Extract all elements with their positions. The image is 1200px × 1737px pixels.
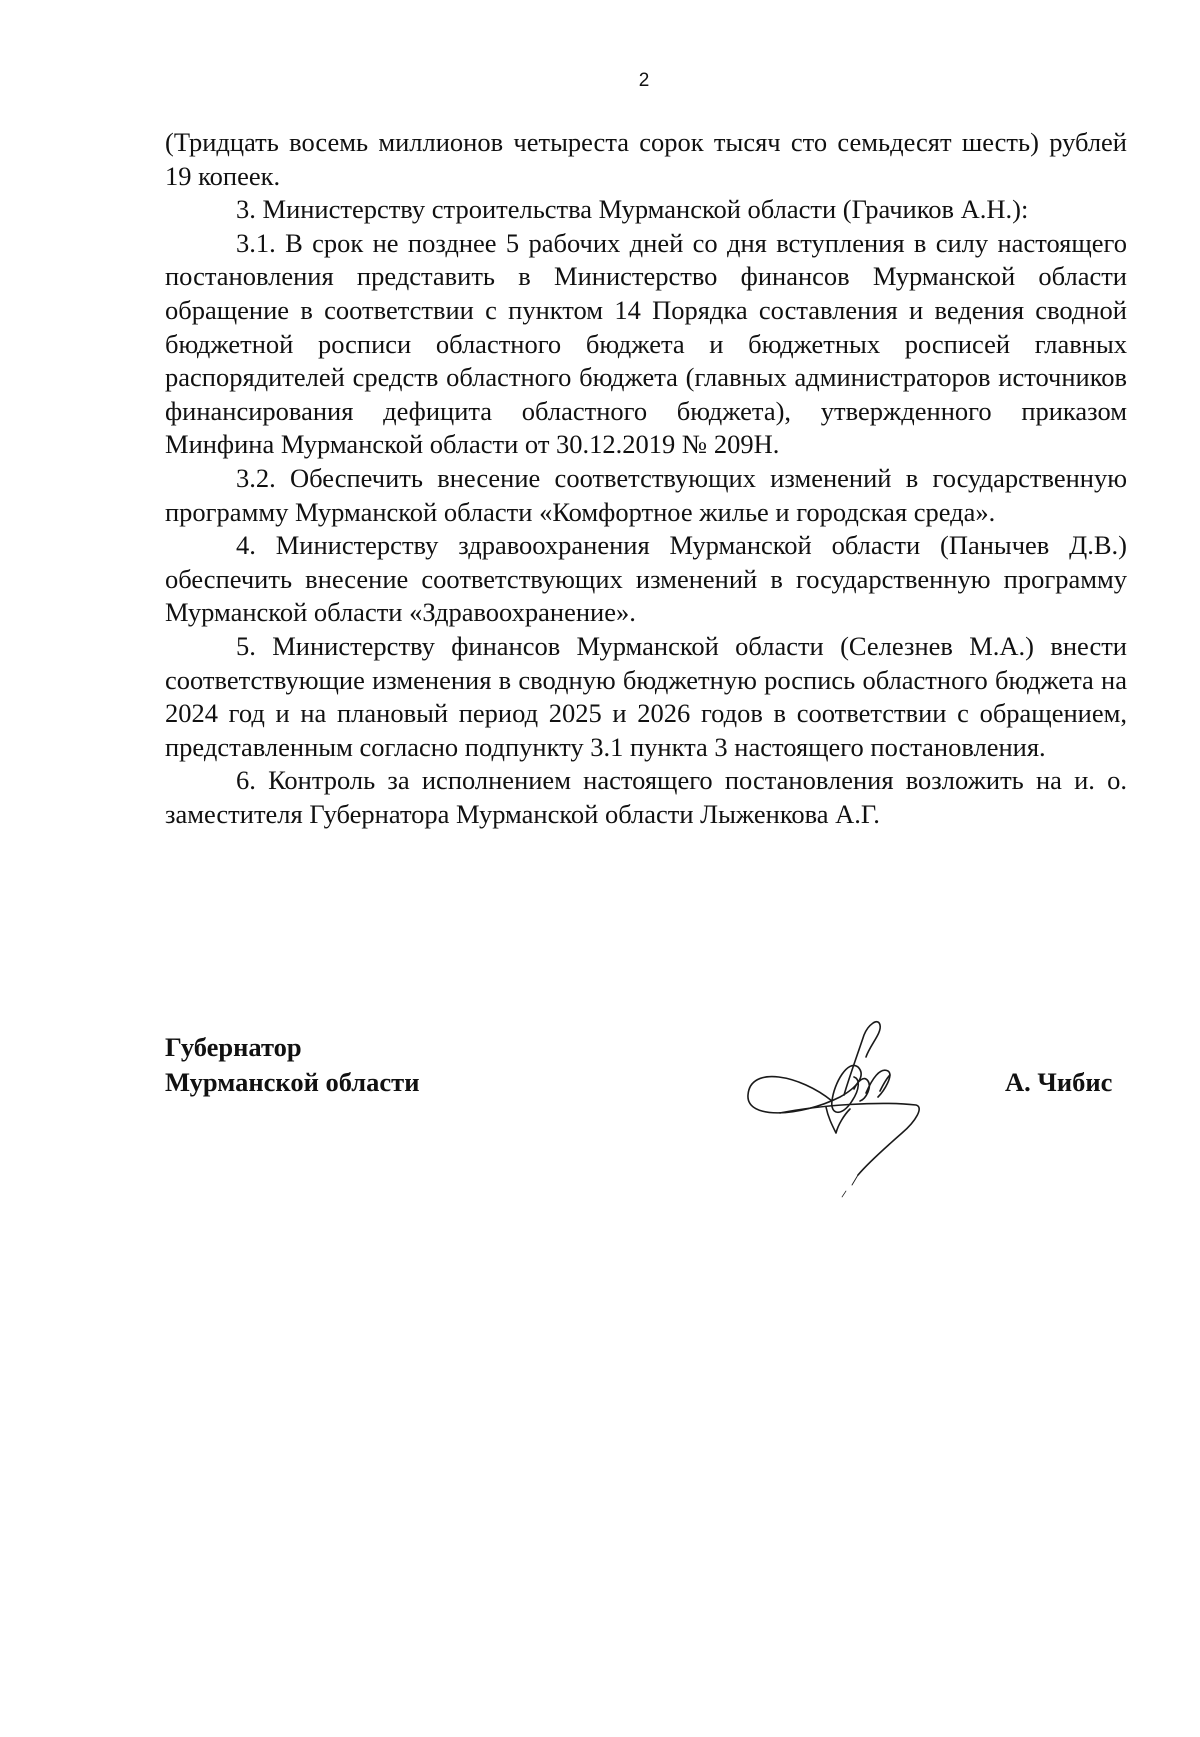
paragraph-item-3-1: 3.1. В срок не позднее 5 рабочих дней со дня вступления в силу настоящего постановления представить в Министерство финансов Мурманской области обращение в соответствии с пунктом 14 Порядка составления и ведения сводной бюджетной росписи областного бюджета и бюджетных росписей главных распорядителей средств областного бюджета (главных администраторов источников финансирования дефицита областного бюджета), утвержденного приказом Минфина Мурманской области от 30.12.2019 № 209Н. [165,227,1127,460]
paragraph-item-3-2: 3.2. Обеспечить внесение соответствующих изменений в государственную программу Мурманской области «Комфортное жилье и городская среда». [165,462,1127,527]
signatory-name: А. Чибис [1005,1067,1113,1097]
paragraph-item-3: 3. Министерству строительства Мурманской области (Грачиков А.Н.): [236,194,1029,225]
signatory-title: Губернатор [165,1032,302,1062]
paragraph-amount-continuation: (Тридцать восемь миллионов четыреста сорок тысяч сто семьдесят шесть) рублей 19 копеек. [165,127,1127,191]
signatory-position [165,1030,419,1100]
paragraph-item-6: 6. Контроль за исполнением настоящего постановления возложить на и. о. заместителя Губернатора Мурманской области Лыженкова А.Г. [165,765,1127,829]
page-number: 2 [638,70,650,91]
paragraph-item-4: 4. Министерству здравоохранения Мурманской области (Панычев Д.В.) обеспечить внесение соответствующих изменений в государственную программу Мурманской области «Здравоохранение». [165,530,1127,628]
paragraph-item-5: 5. Министерству финансов Мурманской области (Селезнев М.А.) внести соответствующие изменения в сводную бюджетную роспись областного бюджета на 2024 год и на плановый период 2025 и 2026 годов в соответствии с обращением, представленным согласно подпункту 3.1 пункта 3 настоящего постановления. [165,630,1127,762]
signatory-region: Мурманской области [165,1067,420,1097]
handwritten-signature [740,1005,940,1205]
document-body [165,126,1127,831]
